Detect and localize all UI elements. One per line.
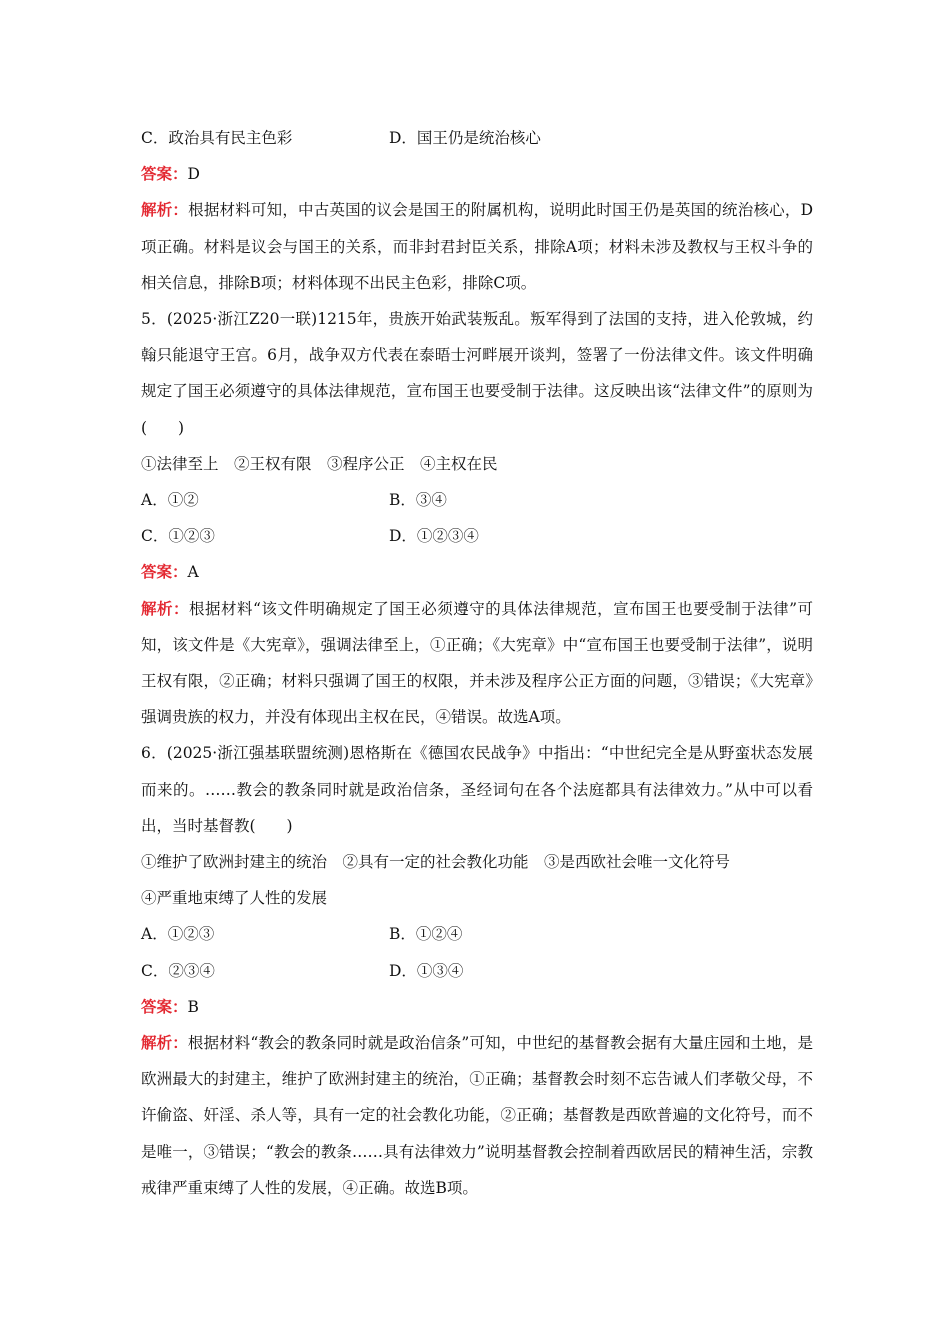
q4-answer: [141, 156, 813, 192]
q4-answer-value: D: [187, 165, 200, 184]
page-content: [141, 120, 813, 1206]
q5-option-c: C．①②③: [141, 527, 215, 546]
q6-options-ab: [141, 916, 813, 952]
q5-options-ab: [141, 482, 813, 518]
q6-analysis-label: 解析：: [141, 1032, 188, 1052]
q6-items-line2: ④严重地束缚了人性的发展: [141, 889, 328, 908]
q5-analysis-label: 解析：: [141, 598, 189, 618]
q6-answer: [141, 989, 813, 1025]
q6-option-c: C．②③④: [141, 961, 215, 980]
q6-option-a: A．①②③: [141, 925, 215, 944]
q6-option-b: B．①②④: [389, 925, 463, 944]
q6-stem: 6．(2025·浙江强基联盟统测)恩格斯在《德国农民战争》中指出：“中世纪完全是从野蛮状态发展而来的。……教会的教条同时就是政治信条，圣经词句在各个法庭都具有法律效力。”从中可以看出，当时基督教( ): [141, 744, 813, 835]
q5-answer-value: A: [187, 563, 199, 582]
q4-option-c: C．政治具有民主色彩: [141, 129, 293, 147]
q5-answer: [141, 554, 813, 590]
q6-analysis: [141, 1025, 813, 1206]
q6-analysis-text: 根据材料“教会的教条同时就是政治信条”可知，中世纪的基督教会据有大量庄园和土地，是欧洲最大的封建主，维护了欧洲封建主的统治，①正确；基督教会时刻不忘告诫人们孝敬父母，不许偷盗、奸淫、杀人等，具有一定的社会教化功能，②正确；基督教是西欧普遍的文化符号，而不是唯一，③错误；“教会的教条……具有法律效力”说明基督教会控制着西欧居民的精神生活，宗教戒律严重束缚了人性的发展，④正确。故选B项。: [141, 1033, 813, 1197]
q4-answer-label: 答案：: [141, 164, 188, 184]
q6-answer-label: 答案：: [141, 996, 188, 1016]
q5-analysis-text: 根据材料“该文件明确规定了国王必须遵守的具体法律规范，宣布国王也要受制于法律”可知，该文件是《大宪章》，强调法律至上，①正确；《大宪章》中“宣布国王也要受制于法律”，说明王权有限，②正确；材料只强调了国王的权限，并未涉及程序公正方面的问题，③错误；《大宪章》强调贵族的权力，并没有体现出主权在民，④错误。故选A项。: [141, 599, 813, 727]
q5-stem: 5．(2025·浙江Z20一联)1215年，贵族开始武装叛乱。叛军得到了法国的支持，进入伦敦城，约翰只能退守王宫。6月，战争双方代表在泰晤士河畔展开谈判，签署了一份法律文件。该文件明确规定了国王必须遵守的具体法律规范，宣布国王也要受制于法律。这反映出该“法律文件”的原则为( ): [141, 309, 813, 437]
q5-answer-label: 答案：: [141, 562, 188, 582]
q5-option-a: A．①②: [141, 490, 199, 509]
q6-items-line1: ①维护了欧洲封建主的统治 ②具有一定的社会教化功能 ③是西欧社会唯一文化符号: [141, 852, 731, 871]
q5-option-d: D．①②③④: [389, 527, 479, 546]
q4-analysis-label: 解析：: [141, 200, 189, 220]
q4-analysis-text: 根据材料可知，中古英国的议会是国王的附属机构，说明此时国王仍是英国的统治核心，D项正确。材料是议会与国王的关系，而非封君封臣关系，排除A项；材料未涉及教权与王权斗争的相关信息，排除B项；材料体现不出民主色彩，排除C项。: [141, 201, 813, 292]
q5-options-cd: [141, 518, 813, 554]
q4-options-cd: [141, 120, 813, 156]
q4-analysis: [141, 192, 813, 301]
q4-option-d: D．国王仍是统治核心: [389, 129, 541, 147]
q6-answer-value: B: [187, 997, 199, 1016]
q6-options-cd: [141, 953, 813, 989]
q5-analysis: [141, 591, 813, 736]
q5-items: ①法律至上 ②王权有限 ③程序公正 ④主权在民: [141, 454, 498, 473]
q6-option-d: D．①③④: [389, 961, 464, 980]
q5-option-b: B．③④: [389, 490, 447, 509]
